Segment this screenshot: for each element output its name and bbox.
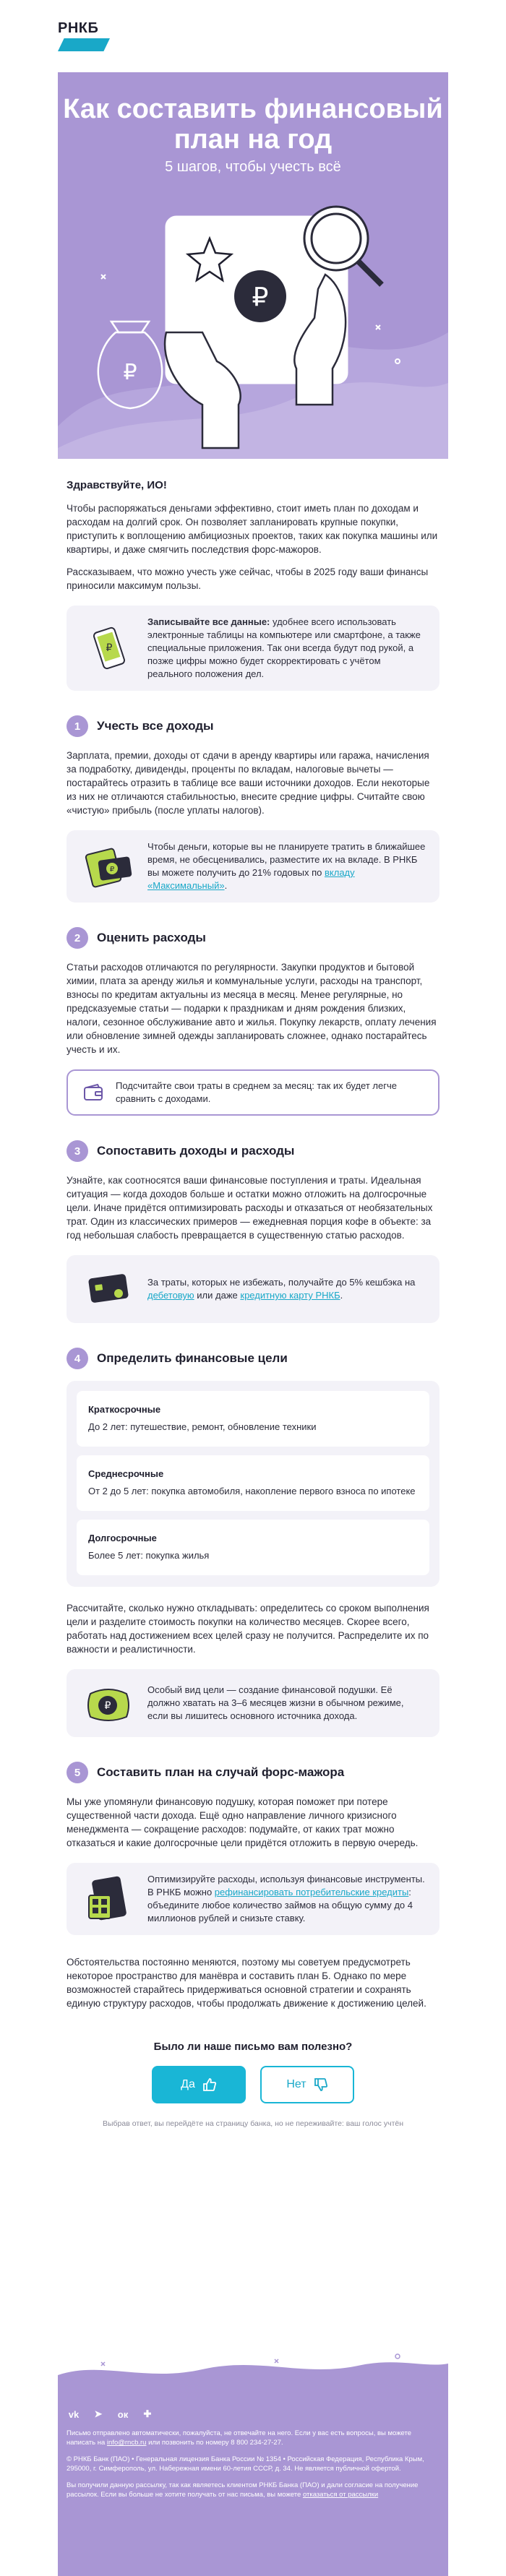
- credit-card-link[interactable]: кредитную карту РНКБ: [240, 1290, 340, 1301]
- footer: [58, 2388, 448, 2576]
- step-title: Определить финансовые цели: [97, 1351, 288, 1365]
- goal-term-card: [77, 1520, 429, 1575]
- ruble-coin-icon: [234, 270, 286, 322]
- deposit-link[interactable]: вкладу «Максимальный»: [147, 867, 355, 891]
- intro-paragraph-1: Чтобы распоряжаться деньгами эффективно, стоит иметь план по доходам и расходам на долгий срок. Он позволяет запланировать крупные покупки, приступить к воплощению амбициозных проектов, таких как покупка машины или квартиры, и даже смягчить последствия форс-мажоров.: [67, 503, 438, 555]
- vk-icon[interactable]: vk: [68, 2408, 80, 2420]
- hero-subtitle: 5 шагов, чтобы учесть всё: [165, 159, 341, 175]
- step-3-header: [67, 1140, 439, 1162]
- feedback-block: [67, 2041, 439, 2128]
- logo-stripe: [58, 38, 110, 51]
- step-2-text: Статьи расходов отличаются по регулярности. Закупки продуктов и бытовой химии, плата за аренду жилья и коммунальные услуги, расходы на транспорт, взносы по кредитам актуальны из месяца в месяц. Менее регулярные, но предсказуемые статьи — подарки к праздникам и дням рождения близких, налоги, сезонное обслуживание авто и жилья. Покупку лекарств, оплату лечения или обновление зимней одежды запланировать сложнее, однако постарайтесь учесть и их.: [67, 962, 437, 1055]
- feedback-buttons: [67, 2066, 439, 2103]
- step-3-text: Узнайте, как соотносятся ваши финансовые поступления и траты. Идеальная ситуация — когда доходов больше и остатки можно отложить на долгосрочные цели. Иначе придётся оптимизировать расходы и отказаться от необязательных трат. Один из классических примеров — ежедневная порция кофе в объекте: за год небольшая слабость превращается в существенную статью расходов.: [67, 1175, 433, 1241]
- step-1-tip-body: Чтобы деньги, которые вы не планируете тратить в ближайшее время, не обесценивались, разместите их на вкладе. В РНКБ вы можете получить до 21% годовых по: [147, 841, 426, 878]
- step-1-tip-text: [147, 840, 426, 892]
- feedback-question: Было ли наше письмо вам полезно?: [153, 2041, 353, 2053]
- step-1-tip-tail: .: [224, 880, 228, 891]
- step-title: Составить план на случай форс-мажора: [97, 1765, 345, 1779]
- rncb-logo[interactable]: [58, 20, 110, 51]
- intro-tip-text: [147, 616, 426, 681]
- step-4-tip-card: [67, 1669, 439, 1737]
- footer-auto-tail: или позвонить по номеру 8 800 234-27-27.: [146, 2439, 283, 2447]
- ok-icon[interactable]: ок: [117, 2408, 129, 2420]
- step-5-tip-text: [147, 1873, 426, 1925]
- svg-text:₽: ₽: [252, 283, 269, 312]
- step-number: 2: [67, 927, 88, 949]
- footer-wave: [58, 2353, 448, 2390]
- telegram-icon[interactable]: ➤: [94, 2408, 103, 2419]
- wallet-money-icon: [80, 843, 137, 890]
- step-1-text: Зарплата, премии, доходы от сдачи в аренду квартиры или гаража, начисления за подработку, дивиденды, проценты по вкладам, налоговые вычеты — постарайтесь отразить в таблице все ваши источники доходов. Если некоторые из них не отличаются стабильностью, внесите средние цифры. Считайте свою «чистую» прибыль (после уплаты налогов).: [67, 750, 430, 816]
- step-2-header: [67, 927, 439, 949]
- goal-term-text: Более 5 лет: покупка жилья: [88, 1550, 210, 1561]
- svg-text:₽: ₽: [109, 866, 115, 874]
- calculator-icon: [80, 1875, 137, 1923]
- step-title: Оценить расходы: [97, 931, 206, 944]
- footer-auto-message: [58, 2429, 448, 2447]
- no-button[interactable]: [260, 2066, 354, 2103]
- content: [58, 479, 448, 2128]
- intro-paragraph-2: Рассказываем, что можно учесть уже сейчас, чтобы в 2025 году ваши финансы приносили максимум пользы.: [67, 567, 429, 591]
- step-3-tip-text: [147, 1276, 426, 1302]
- step-title: Учесть все доходы: [97, 719, 214, 733]
- step-2-tip-card: [67, 1069, 439, 1116]
- bank-card-icon: [80, 1265, 137, 1313]
- step-3-tip-tail: .: [340, 1290, 343, 1301]
- intro-tip-bold: Записывайте все данные:: [147, 616, 270, 627]
- svg-text:₽: ₽: [104, 1700, 111, 1712]
- hero-illustration: [58, 188, 448, 459]
- svg-text:₽: ₽: [106, 642, 113, 654]
- yes-label: Да: [181, 2078, 195, 2090]
- greeting: Здравствуйте, ИО!: [67, 479, 167, 491]
- feedback-hint: Выбрав ответ, вы перейдёте на страницу банка, но не переживайте: ваш голос учтён: [102, 2119, 404, 2128]
- social-links: [58, 2388, 448, 2429]
- debit-card-link[interactable]: дебетовую: [147, 1290, 194, 1301]
- step-title: Сопоставить доходы и расходы: [97, 1144, 295, 1158]
- refinance-link[interactable]: рефинансировать потребительские кредиты: [214, 1887, 409, 1897]
- header: [58, 0, 448, 72]
- footer-unsub-text: Вы получили данную рассылку, так как являетесь клиентом РНКБ Банка (ПАО) и дали согласие на получение рассылок. Если вы больше не хотите получать от нас письма, вы можете: [67, 2481, 419, 2499]
- goal-terms-list: [67, 1381, 439, 1587]
- goal-term-card: [77, 1455, 429, 1511]
- step-number: 1: [67, 715, 88, 737]
- footer-legal: © РНКБ Банк (ПАО) • Генеральная лицензия Банка России № 1354 • Российская Федерация, Республика Крым, 295000, г. Симферополь, ул. Набережная имени 60-летия СССР, д. 34. Не является публичной офертой.: [67, 2455, 424, 2473]
- goal-term-heading: Долгосрочные: [88, 1533, 157, 1543]
- step-3-tip-mid: или даже: [194, 1290, 241, 1301]
- footer-auto-text: Письмо отправлено автоматически, пожалуйста, не отвечайте на него. Если у вас есть вопросы, вы можете написать на: [67, 2429, 412, 2447]
- step-3-tip-body: За траты, которых не избежать, получайте до 5% кешбэка на: [147, 1277, 416, 1288]
- step-5-tip-body: Оптимизируйте расходы, используя финансовые инструменты. В РНКБ можно: [147, 1874, 425, 1897]
- no-label: Нет: [286, 2078, 306, 2090]
- step-2-tip-text: Подсчитайте свои траты в среднем за месяц: так их будет легче сравнить с доходами.: [116, 1080, 397, 1104]
- step-1-header: [67, 715, 439, 737]
- step-3-tip-card: [67, 1255, 439, 1323]
- step-4-tip-text: Особый вид цели — создание финансовой подушки. Её должно хватать на 3–6 месяцев жизни в обычном режиме, если вы лишитесь основного источника дохода.: [147, 1684, 404, 1721]
- goal-term-text: От 2 до 5 лет: покупка автомобиля, накопление первого взноса по ипотеке: [88, 1486, 416, 1496]
- hero-title: Как составить финансовый план на год: [63, 94, 443, 155]
- logo-text: РНКБ: [58, 20, 99, 36]
- step-5-tip-card: [67, 1863, 439, 1935]
- footer-unsubscribe: [58, 2481, 448, 2499]
- step-number: 4: [67, 1348, 88, 1369]
- footer-email-link[interactable]: info@rncb.ru: [106, 2439, 147, 2447]
- thumbs-up-icon: [202, 2077, 217, 2092]
- goal-term-text: До 2 лет: путешествие, ремонт, обновление техники: [88, 1421, 317, 1432]
- goal-term-heading: Краткосрочные: [88, 1404, 161, 1415]
- wallet-icon: [81, 1080, 106, 1105]
- step-number: 5: [67, 1762, 88, 1783]
- step-5-tip-tail: : объедините любое количество займов на общую сумму до 4 миллионов рублей и снизьте ставку.: [147, 1887, 413, 1924]
- step-4-text: Рассчитайте, сколько нужно откладывать: определитесь со сроком выполнения цели и разделите стоимость покупки на количество месяцев. Скорее всего, работать над достижением всех целей сразу не получится. Распределите их по важности и реалистичности.: [67, 1603, 429, 1655]
- goal-term-card: [77, 1391, 429, 1447]
- goal-term-heading: Среднесрочные: [88, 1468, 164, 1479]
- yes-button[interactable]: [152, 2066, 246, 2103]
- unsubscribe-link[interactable]: отказаться от рассылки: [302, 2491, 379, 2499]
- outro-paragraph: Обстоятельства постоянно меняются, поэтому мы советуем предусмотреть некоторое пространство для манёвра и составить план Б. Однако по мере возможностей старайтесь придерживаться основной стратегии и сохранять единую структуру расходов, чтобы продолжать движение к достижению целей.: [67, 1957, 426, 2009]
- step-5-header: [67, 1762, 439, 1783]
- plus-icon[interactable]: ✚: [143, 2408, 152, 2419]
- coin-pillow-icon: [80, 1679, 137, 1727]
- intro-tip-body: удобнее всего использовать электронные таблицы на компьютере или смартфоне, а также специальные приложения. Так они всегда будут под рукой, а позже цифры можно будет скорректировать с учётом реального положения дел.: [147, 616, 421, 679]
- thumbs-down-icon: [314, 2077, 328, 2092]
- step-number: 3: [67, 1140, 88, 1162]
- hero-banner: [58, 72, 448, 459]
- phone-icon: [80, 624, 137, 672]
- intro-tip-card: [67, 606, 439, 691]
- email-body: [58, 0, 448, 2576]
- svg-text:₽: ₽: [123, 360, 137, 385]
- step-1-tip-card: [67, 830, 439, 903]
- step-4-header: [67, 1348, 439, 1369]
- step-5-text: Мы уже упомянули финансовую подушку, которая поможет при потере существенной части дохода. Ещё одно направление личного кризисного менеджмента — сокращение расходов: подумайте, от каких трат можно отказаться и какие долгосрочные цели придётся отложить в первую очередь.: [67, 1796, 419, 1848]
